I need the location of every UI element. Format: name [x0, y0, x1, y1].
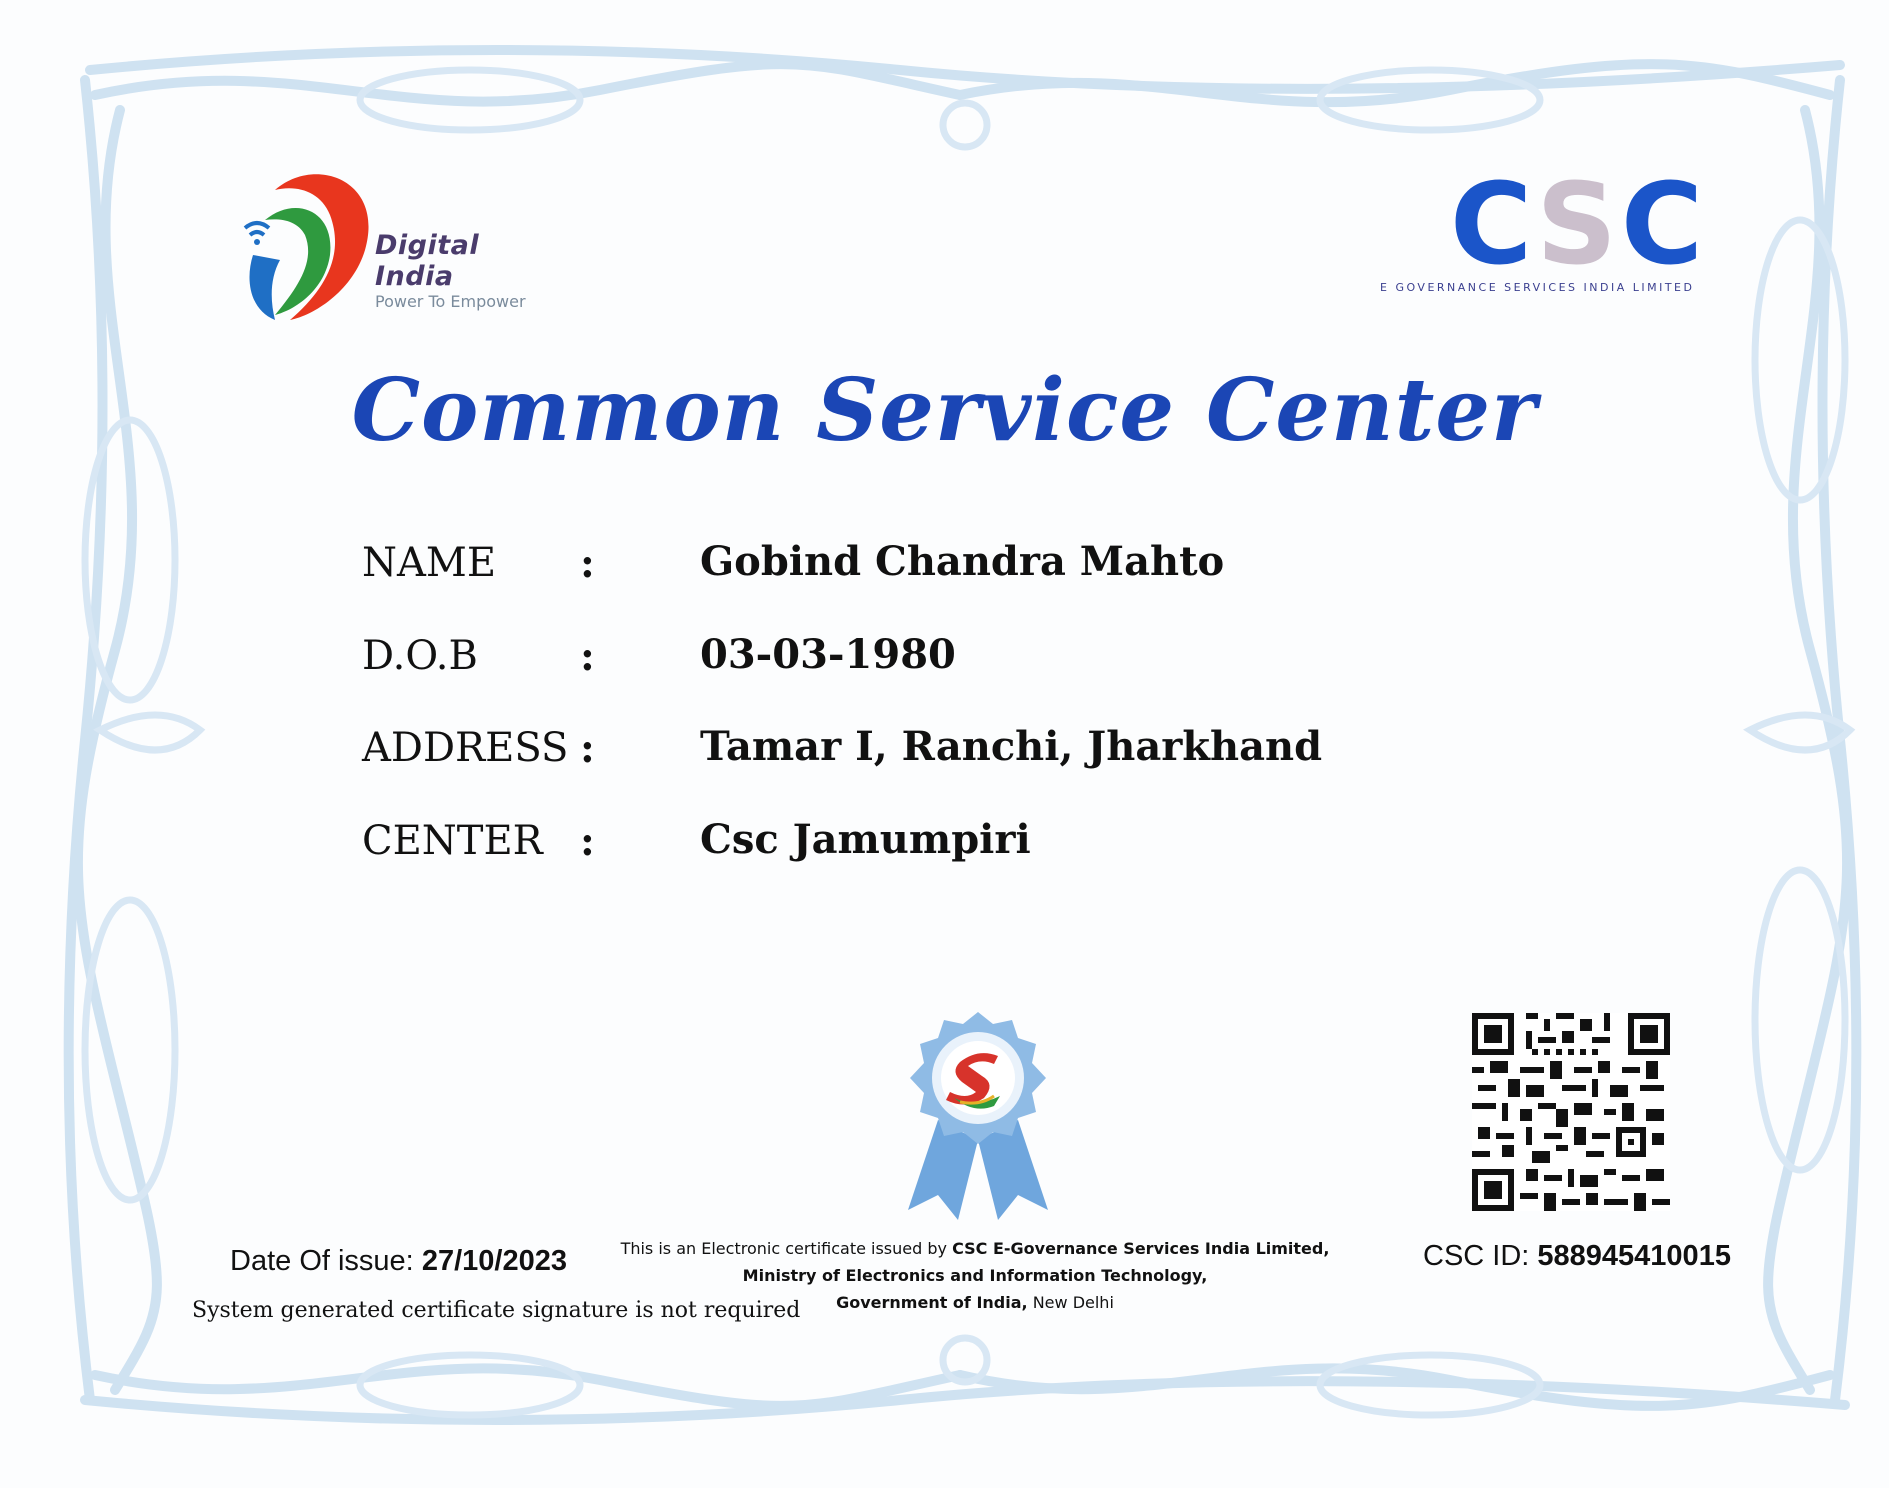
qr-code-icon — [1472, 1013, 1670, 1211]
field-value: Gobind Chandra Mahto — [700, 538, 1225, 585]
csc-letter-c2: C — [1620, 160, 1702, 290]
csc-logo — [1380, 160, 1730, 305]
field-separator: : — [580, 725, 595, 772]
field-separator: : — [580, 633, 595, 680]
field-dob — [362, 633, 1562, 693]
field-label: D.O.B — [362, 633, 478, 679]
field-address — [362, 725, 1562, 785]
note-line1-prefix: This is an Electronic certificate issued by — [620, 1239, 947, 1258]
digital-india-logo — [235, 160, 555, 325]
date-of-issue — [230, 1245, 567, 1278]
note-line3-bold: Government of India, — [836, 1293, 1028, 1312]
field-center — [362, 818, 1562, 878]
system-generated-note: System generated certificate signature is not required — [192, 1298, 801, 1323]
note-line3-suffix: New Delhi — [1032, 1293, 1114, 1312]
csc-id — [1423, 1240, 1731, 1273]
csc-letter-c1: C — [1450, 160, 1531, 290]
certificate-title: Common Service Center — [351, 360, 1538, 461]
issue-label: Date Of issue: — [230, 1245, 414, 1277]
field-value: Csc Jamumpiri — [700, 816, 1031, 863]
field-label: NAME — [362, 540, 497, 586]
field-value: 03-03-1980 — [700, 631, 956, 678]
electronic-certificate-note — [590, 1235, 1360, 1316]
issue-date: 27/10/2023 — [421, 1245, 567, 1277]
note-line1-bold: CSC E-Governance Services India Limited, — [952, 1239, 1330, 1258]
csc-id-value: 588945410015 — [1537, 1240, 1731, 1272]
csc-tagline: E GOVERNANCE SERVICES INDIA LIMITED — [1380, 281, 1695, 294]
note-line2-bold: Ministry of Electronics and Information Technology, — [742, 1266, 1208, 1285]
field-label: ADDRESS — [362, 725, 569, 771]
digital-india-title: Digital India — [375, 230, 480, 292]
digital-india-tagline: Power To Empower — [375, 292, 526, 311]
field-value: Tamar I, Ranchi, Jharkhand — [700, 723, 1323, 770]
csc-letter-s: S — [1536, 160, 1615, 290]
field-separator: : — [580, 818, 595, 865]
csc-id-label: CSC ID: — [1423, 1240, 1530, 1272]
field-label: CENTER — [362, 818, 543, 864]
award-seal-icon — [898, 1010, 1058, 1220]
field-name — [362, 540, 1562, 600]
field-separator: : — [580, 540, 595, 587]
digital-india-logo-icon — [235, 160, 370, 325]
